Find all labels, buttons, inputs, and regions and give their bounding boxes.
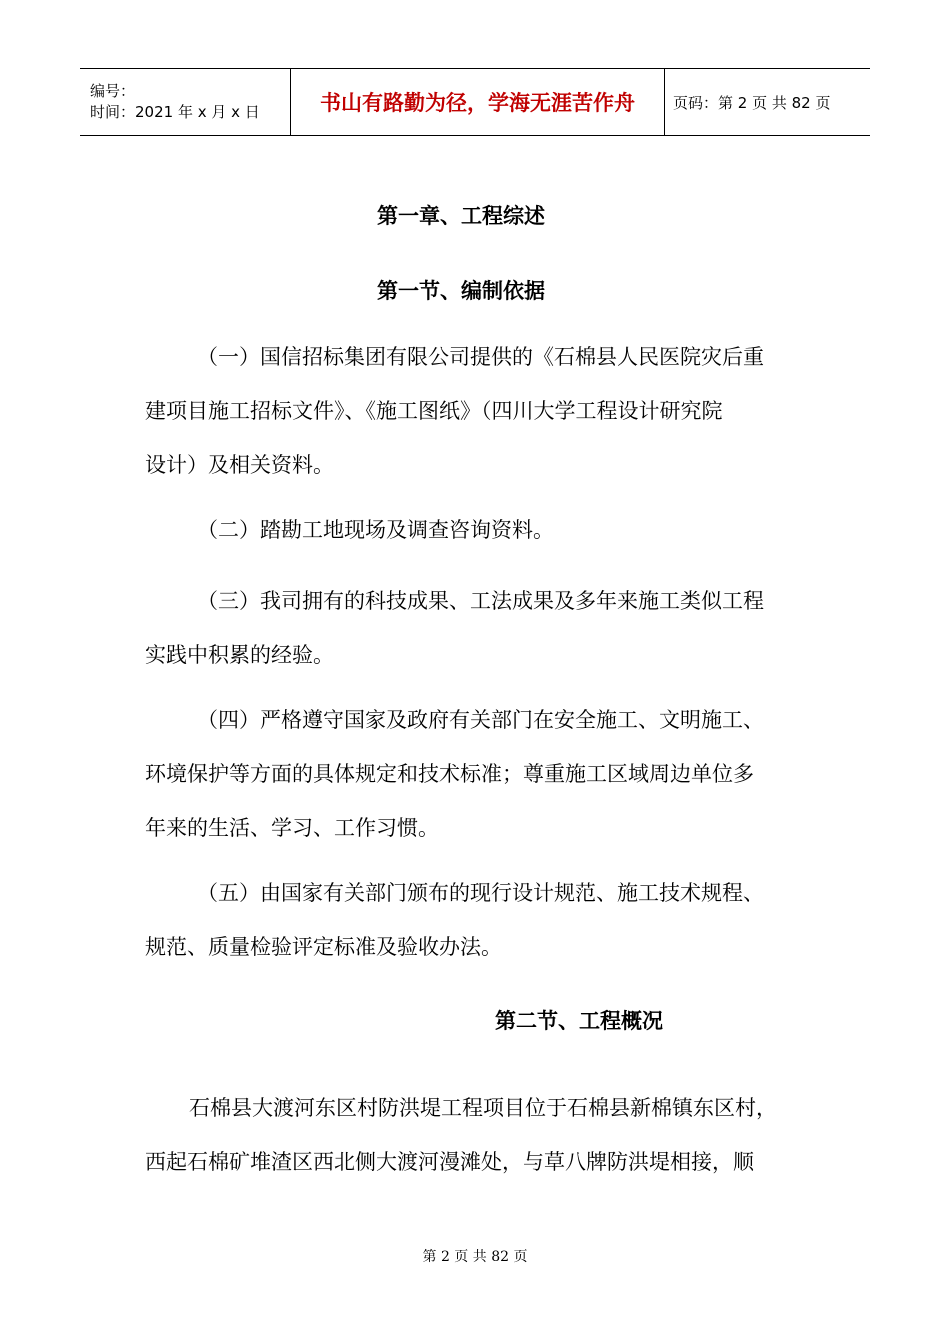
paragraph-line: 年来的生活、学习、工作习惯。 bbox=[145, 816, 439, 840]
paragraph-2 bbox=[145, 503, 810, 557]
chapter-title: 第一章、工程综述 bbox=[377, 204, 545, 228]
page-footer: 第 2 页 共 82 页 bbox=[422, 1249, 528, 1265]
section-title: 第二节、工程概况 bbox=[495, 1009, 663, 1033]
paragraph-line: （四）严格遵守国家及政府有关部门在安全施工、文明施工、 bbox=[197, 708, 764, 732]
paragraph-line: 石棉县大渡河东区村防洪堤工程项目位于石棉县新棉镇东区村， bbox=[189, 1096, 777, 1120]
header-page-info: 页码：第 2 页 共 82 页 bbox=[665, 69, 871, 136]
time-label: 时间：2021 年 x 月 x 日 bbox=[90, 103, 260, 121]
paragraph-line: 环境保护等方面的具体规定和技术标准；尊重施工区域周边单位多 bbox=[145, 762, 754, 786]
paragraph-line: 实践中积累的经验。 bbox=[145, 643, 334, 667]
document-header bbox=[80, 68, 870, 136]
section2-paragraph bbox=[145, 1081, 810, 1189]
paragraph-line: 设计）及相关资料。 bbox=[145, 453, 334, 477]
section-title: 第一节、编制依据 bbox=[377, 279, 545, 303]
paragraph-4 bbox=[145, 693, 810, 855]
paragraph-3 bbox=[145, 574, 810, 682]
paragraph-line: 规范、质量检验评定标准及验收办法。 bbox=[145, 935, 502, 959]
paragraph-line: 西起石棉矿堆渣区西北侧大渡河漫滩处，与草八牌防洪堤相接，顺 bbox=[145, 1150, 754, 1174]
header-motto: 书山有路勤为径，学海无涯苦作舟 bbox=[291, 69, 665, 136]
header-meta bbox=[80, 69, 291, 136]
paragraph-line: （二）踏勘工地现场及调查咨询资料。 bbox=[197, 518, 554, 542]
number-label: 编号： bbox=[90, 82, 136, 100]
paragraph-line: （三）我司拥有的科技成果、工法成果及多年来施工类似工程 bbox=[197, 589, 764, 613]
paragraph-line: （五）由国家有关部门颁布的现行设计规范、施工技术规程、 bbox=[197, 881, 764, 905]
paragraph-line: （一）国信招标集团有限公司提供的《石棉县人民医院灾后重 bbox=[197, 345, 764, 369]
paragraph-1 bbox=[145, 330, 810, 492]
paragraph-5 bbox=[145, 866, 810, 974]
paragraph-line: 建项目施工招标文件》、《施工图纸》（四川大学工程设计研究院 bbox=[145, 399, 723, 423]
